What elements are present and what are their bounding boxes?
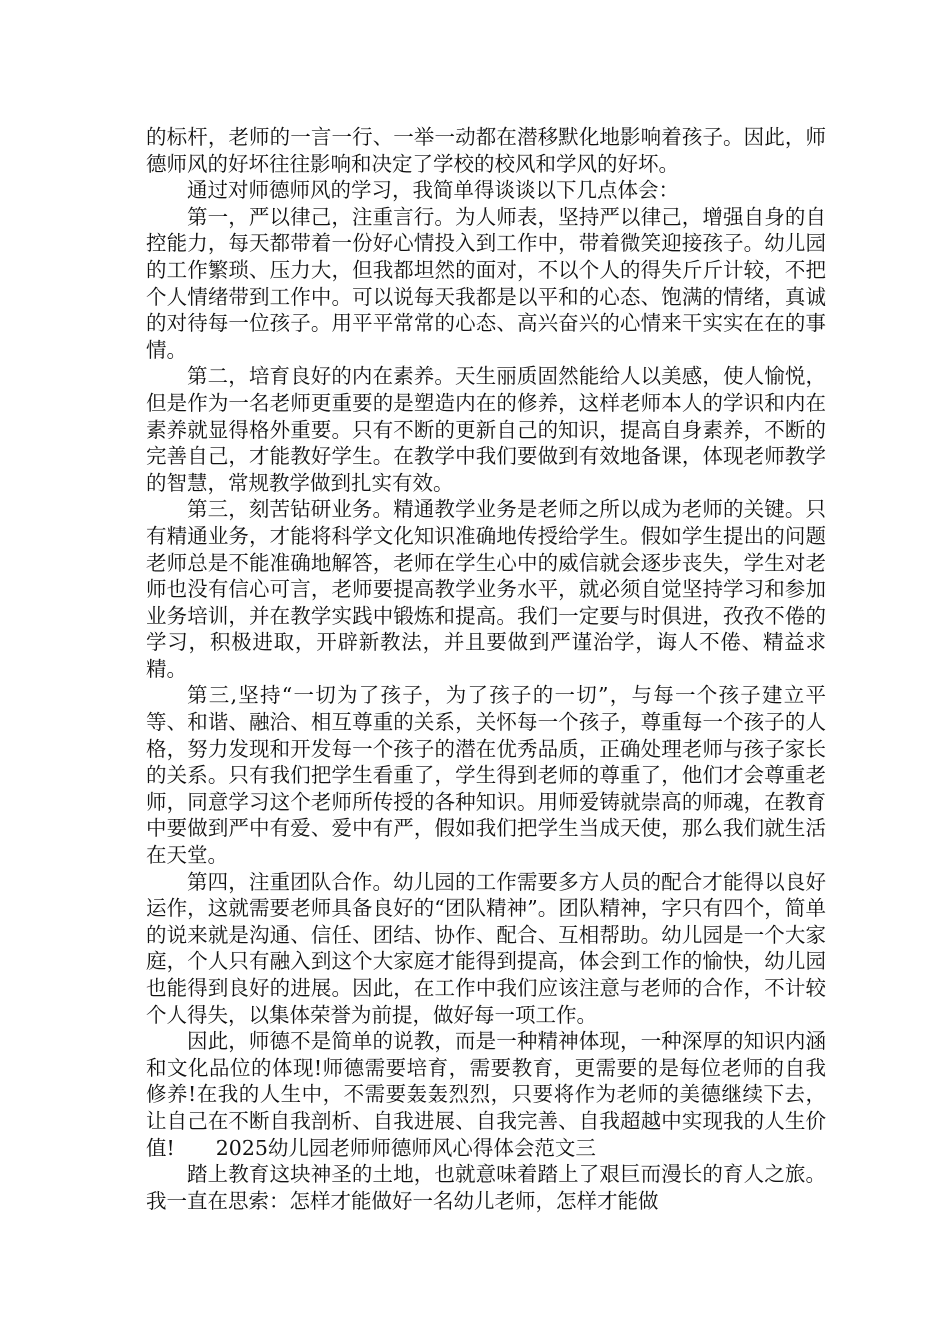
paragraph-7: 第四，注重团队合作。幼儿园的工作需要多方人员的配合才能得以良好运作，这就需要老师具备良好的“团队精神”。团队精神，字只有四个，简单的说来就是沟通、信任、团结、协作、配合、互相帮助。幼儿园是一个大家庭，个人只有融入到这个大家庭才能得到提高，体会到工作的愉快，幼儿园也能得到良好的进展。因此，在工作中我们应该注意与老师的合作，不计较个人得失，以集体荣誉为前提，做好每一项工作。 (146, 869, 826, 1027)
paragraph-2: 通过对师德师风的学习，我简单得谈谈以下几点体会： (187, 178, 679, 203)
paragraph-5: 第三，刻苦钻研业务。精通教学业务是老师之所以成为老师的关键。只有精通业务，才能将科学文化知识准确地传授给学生。假如学生提出的问题老师总是不能准确地解答，老师在学生心中的威信就会逐步丧失，学生对老师也没有信心可言，老师要提高教学业务水平，就必须自觉坚持学习和参加业务培训，并在教学实践中锻炼和提高。我们一定要与时俱进，孜孜不倦的学习，积极进取，开辟新教法，并且要做到严谨治学，诲人不倦、精益求精。 (146, 497, 826, 681)
paragraph-6: 第三,坚持“一切为了孩子，为了孩子的一切”，与每一个孩子建立平等、和谐、融洽、相互尊重的关系，关怀每一个孩子，尊重每一个孩子的人格，努力发现和开发每一个孩子的潜在优秀品质，正确处理老师与孩子家长的关系。只有我们把学生看重了，学生得到老师的尊重了，他们才会尊重老师，同意学习这个老师所传授的各种知识。用师爱铸就崇高的师魂，在教育中要做到严中有爱、爱中有严，假如我们把学生当成天使，那么我们就生活在天堂。 (146, 683, 826, 868)
paragraph-4: 第二，培育良好的内在素养。天生丽质固然能给人以美感，使人愉悦，但是作为一名老师更重要的是塑造内在的修养，这样老师本人的学识和内在素养就显得格外重要。只有不断的更新自己的知识，提高自身素养，不断的完善自己，才能教好学生。在教学中我们要做到有效地备课，体现老师教学的智慧，常规教学做到扎实有效。 (146, 364, 826, 495)
paragraph-9: 踏上教育这块神圣的土地，也就意味着踏上了艰巨而漫长的育人之旅。我一直在思索：怎样才能做好一名幼儿老师，怎样才能做 (146, 1162, 826, 1213)
paragraph-3: 第一，严以律己，注重言行。为人师表，坚持严以律己，增强自身的自控能力，每天都带着一份好心情投入到工作中，带着微笑迎接孩子。幼儿园的工作繁琐、压力大，但我都坦然的面对，不以个人的得失斤斤计较，不把个人情绪带到工作中。可以说每天我都是以平和的心态、饱满的情绪，真诚的对待每一位孩子。用平平常常的心态、高兴奋兴的心情来干实实在在的事情。 (146, 204, 826, 362)
document-page (146, 124, 826, 1214)
paragraph-8: 因此，师德不是简单的说教，而是一种精神体现，一种深厚的知识内涵和文化品位的体现!师德需要培育，需要教育，更需要的是每位老师的自我修养!在我的人生中，不需要轰轰烈烈，只要将作为老师的美德继续下去，让自己在不断自我剖析、自我进展、自我完善、自我超越中实现我的人生价值! 2025幼儿园老师师德师风心得体会范文三 (146, 1029, 826, 1160)
paragraph-1: 的标杆，老师的一言一行、一举一动都在潜移默化地影响着孩子。因此，师德师风的好坏往往影响和决定了学校的校风和学风的好坏。 (146, 125, 826, 176)
